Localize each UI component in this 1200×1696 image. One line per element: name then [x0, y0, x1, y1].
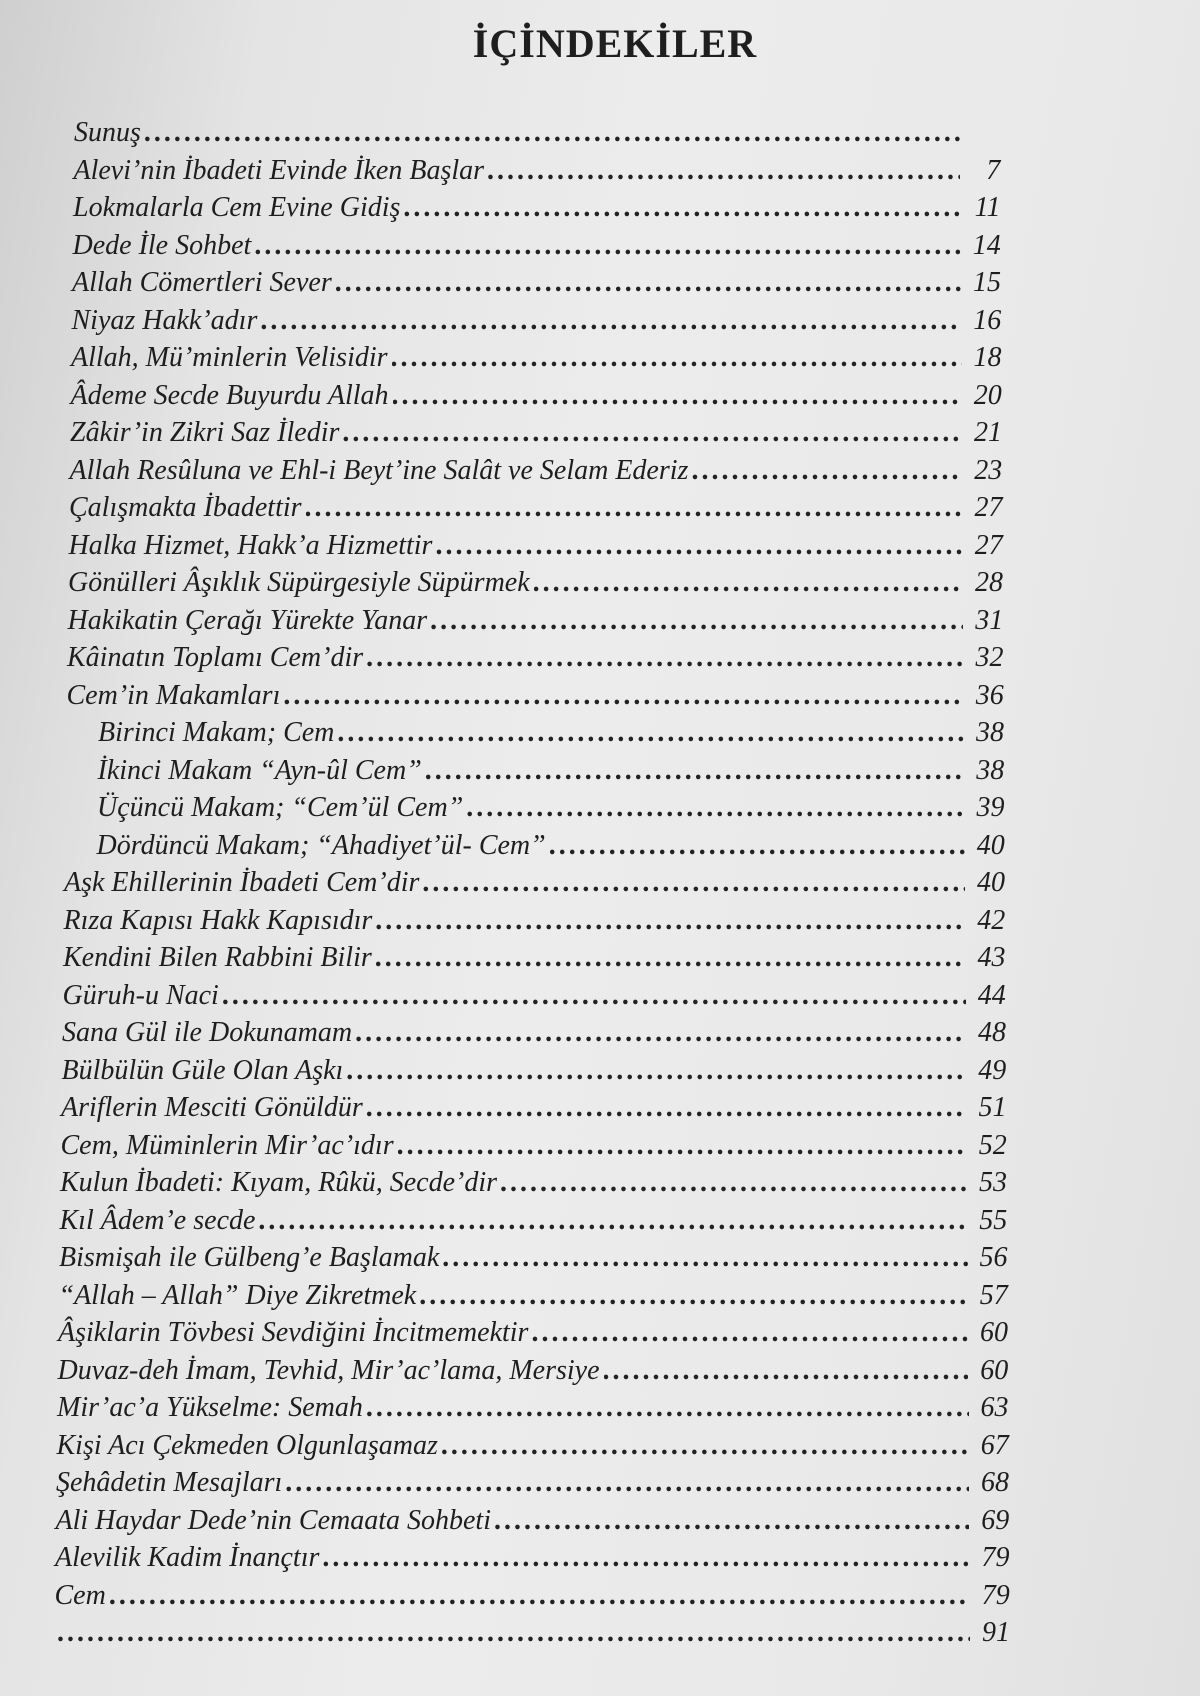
toc-entry [56, 1502, 1010, 1540]
dot-leader [338, 714, 964, 752]
toc-entry [64, 902, 1006, 940]
dot-leader [398, 1127, 967, 1165]
toc-entry-title: Bismişah ile Gülbeng’e Başlamak [59, 1242, 440, 1273]
toc-entry-page: 42 [977, 904, 1006, 936]
toc-entry-page: 57 [979, 1279, 1008, 1311]
toc-entry [58, 1314, 1008, 1352]
toc-entry-title: Üçüncü Makam; “Cem’ül Cem” [97, 792, 464, 823]
toc-entry-title: Allah, Mü’minlerin Velisidir [71, 342, 388, 373]
toc-entry-page: 51 [978, 1092, 1007, 1123]
dot-leader [306, 489, 963, 527]
toc-entry-page: 16 [973, 304, 1002, 336]
dot-leader [367, 1389, 969, 1427]
toc-entry [59, 1239, 1008, 1277]
toc-entry-page: 49 [978, 1054, 1007, 1086]
toc-entry-page: 7 [986, 154, 1001, 186]
dot-leader [376, 939, 966, 977]
toc-entry-title: Âşiklarin Tövbesi Sevdiğini İncitmemektir [58, 1317, 529, 1348]
toc-entry-title: Sunuş [74, 117, 141, 148]
toc-entry-title: Allah Resûluna ve Ehl-i Beyt’ine Salât ve Selam Ederiz [69, 454, 689, 486]
toc-entry-page: 79 [981, 1542, 1010, 1573]
dot-leader [604, 1352, 969, 1390]
dot-leader [286, 1464, 969, 1502]
toc-entry-page: 38 [976, 754, 1005, 786]
toc-entry [66, 752, 1005, 790]
toc-entry-title: Alevi’nin İbadeti Evinde İken Başlar [73, 154, 485, 186]
toc-entry-title: Cem’in Makamları [66, 679, 281, 711]
toc-entry-title: İkinci Makam “Ayn-ûl Cem” [97, 754, 422, 786]
toc-entry-page: 43 [977, 942, 1006, 973]
dot-leader [501, 1164, 967, 1202]
table-of-contents [0, 114, 1200, 1652]
dot-leader [534, 564, 963, 602]
toc-entry-title: Cem [54, 1579, 106, 1611]
toc-entry-title: “Allah – Allah” Diye Zikretmek [58, 1279, 417, 1311]
toc-entry-page: 31 [975, 604, 1004, 636]
dot-leader [488, 152, 960, 190]
dot-leader [58, 1614, 970, 1652]
dot-leader [442, 1427, 969, 1465]
dot-leader [261, 302, 961, 340]
toc-entry-title: Hakikatin Çerağı Yürekte Yanar [67, 604, 428, 636]
toc-entry-page: 38 [976, 717, 1004, 748]
toc-entry-title: Birinci Makam; Cem [98, 717, 335, 748]
toc-entry [64, 864, 1005, 902]
toc-entry [59, 1277, 1008, 1315]
toc-entry-title: Bülbülün Güle Olan Aşkı [61, 1054, 344, 1086]
toc-entry-title: Zâkir’in Zikri Saz İledir [70, 417, 340, 448]
dot-leader [367, 639, 963, 677]
toc-entry [73, 227, 1001, 265]
toc-entry-title: Çalışmakta İbadettir [69, 492, 302, 523]
toc-entry [71, 339, 1002, 377]
dot-leader [336, 264, 961, 302]
toc-entry [68, 564, 1003, 602]
toc-entry-page: 11 [974, 192, 1001, 223]
toc-entry-page: 23 [974, 454, 1003, 486]
toc-entry-title: Duvaz-deh İmam, Tevhid, Mir’ac’lama, Mersiye [57, 1354, 600, 1386]
toc-entry-page: 52 [978, 1129, 1007, 1161]
toc-entry-title: Şehâdetin Mesajları [56, 1467, 283, 1498]
toc-entry-title: Aşk Ehillerinin İbadeti Cem’dir [64, 867, 420, 898]
toc-entry-page: 56 [979, 1242, 1008, 1273]
toc-entry-title: Alevilik Kadim İnançtır [55, 1542, 320, 1573]
dot-leader [393, 377, 962, 415]
toc-entry-page: 91 [982, 1617, 1010, 1648]
toc-entry [74, 114, 1000, 152]
toc-entry [57, 1389, 1009, 1427]
toc-entry-title: Ariflerin Mesciti Gönüldür [61, 1092, 363, 1123]
toc-entry-page: 68 [981, 1467, 1009, 1498]
toc-entry [70, 414, 1002, 452]
dot-leader [347, 1052, 966, 1090]
toc-entry [67, 677, 1004, 715]
toc-entry-title: Kulun İbadeti: Kıyam, Rûkü, Secde’dir [60, 1167, 498, 1198]
dot-leader [255, 227, 960, 265]
toc-entry-title: Gönülleri Âşıklık Süpürgesiyle Süpürmek [68, 567, 530, 598]
toc-entry [70, 452, 1003, 490]
toc-entry [71, 377, 1002, 415]
toc-entry [73, 189, 1001, 227]
toc-entry-page: 67 [980, 1429, 1009, 1461]
toc-entry [65, 789, 1005, 827]
dot-leader [356, 1014, 966, 1052]
toc-entry-title: Ali Haydar Dede’nin Cemaata Sohbeti [55, 1504, 491, 1536]
toc-entry [55, 1577, 1010, 1615]
toc-entry-title: Sana Gül ile Dokunamam [62, 1017, 353, 1048]
toc-entry-title: Lokmalarla Cem Evine Gidiş [73, 192, 401, 223]
toc-entry-page: 32 [975, 642, 1004, 673]
toc-entry-title: Halka Hizmet, Hakk’a Hizmettir [68, 529, 433, 561]
dot-leader [223, 977, 966, 1015]
toc-entry-page: 14 [972, 229, 1001, 261]
toc-entry [74, 152, 1001, 190]
page-title: İÇİNDEKİLER [472, 21, 758, 66]
toc-entry [57, 1427, 1009, 1465]
toc-entry-title: Kıl Âdem’e secde [59, 1204, 256, 1236]
toc-entry-title: Kâinatın Toplamı Cem’dir [67, 642, 364, 673]
toc-entry-page: 40 [976, 829, 1005, 861]
toc-entry-page: 48 [978, 1017, 1006, 1048]
toc-entry-page: 39 [976, 792, 1005, 823]
toc-entry-title: Mir’ac’a Yükselme: Semah [57, 1392, 363, 1423]
toc-entry [60, 1164, 1007, 1202]
toc-entry-page: 55 [979, 1204, 1008, 1236]
toc-entry [60, 1202, 1008, 1240]
toc-entry [63, 977, 1006, 1015]
dot-leader [443, 1239, 967, 1277]
toc-entry-page: 60 [980, 1354, 1009, 1386]
toc-entry [72, 302, 1002, 340]
dot-leader [367, 1089, 967, 1127]
toc-entry-title: Niyaz Hakk’adır [71, 304, 258, 336]
toc-entry-title: Dede İle Sohbet [72, 229, 252, 261]
toc-entry [65, 827, 1005, 865]
dot-leader [376, 902, 965, 940]
dot-leader [404, 189, 960, 227]
dot-leader [343, 414, 962, 452]
toc-entry-title: Allah Cömertleri Sever [72, 267, 332, 298]
toc-entry-page: 18 [973, 342, 1002, 373]
toc-entry [68, 602, 1004, 640]
toc-entry-page: 27 [974, 492, 1003, 523]
toc-entry [61, 1127, 1007, 1165]
toc-entry [56, 1464, 1009, 1502]
dot-leader [532, 1314, 968, 1352]
toc-entry-title: Rıza Kapısı Hakk Kapısıdır [63, 904, 373, 936]
dot-leader [259, 1202, 967, 1240]
dot-leader [467, 789, 964, 827]
toc-entry [62, 1014, 1006, 1052]
dot-leader [436, 527, 962, 565]
toc-entry-title: Güruh-u Naci [62, 979, 219, 1011]
dot-leader [431, 602, 963, 640]
toc-entry-page: 28 [975, 567, 1003, 598]
dot-leader [145, 114, 960, 152]
toc-entry [63, 939, 1006, 977]
toc-entry [58, 1352, 1009, 1390]
dot-leader [423, 864, 965, 902]
toc-entry [54, 1614, 1010, 1652]
dot-leader [323, 1539, 969, 1577]
toc-entry-page: 79 [981, 1579, 1010, 1611]
dot-leader [426, 752, 964, 790]
toc-entry-page: 60 [980, 1317, 1008, 1348]
toc-entry [66, 714, 1004, 752]
dot-leader [110, 1577, 970, 1615]
toc-entry-page: 20 [973, 379, 1002, 411]
dot-leader [284, 677, 963, 715]
toc-entry-page: 69 [981, 1504, 1010, 1536]
toc-entry [55, 1539, 1010, 1577]
toc-entry [72, 264, 1001, 302]
dot-leader [692, 452, 962, 490]
toc-entry-page: 36 [975, 679, 1004, 711]
dot-leader [495, 1502, 969, 1540]
toc-entry-title: Kendini Bilen Rabbini Bilir [63, 942, 372, 973]
dot-leader [392, 339, 962, 377]
toc-entry-page: 40 [977, 867, 1005, 898]
toc-entry-page: 53 [979, 1167, 1007, 1198]
toc-entry-page: 27 [974, 529, 1003, 561]
toc-entry [69, 527, 1003, 565]
toc-entry-title: Âdeme Secde Buyurdu Allah [70, 379, 389, 411]
toc-entry [67, 639, 1004, 677]
toc-entry [69, 489, 1003, 527]
toc-entry-page: 63 [980, 1392, 1009, 1423]
dot-leader [550, 827, 965, 865]
dot-leader [420, 1277, 968, 1315]
toc-entry [61, 1089, 1007, 1127]
toc-entry-title: Dördüncü Makam; “Ahadiyet’ül- Cem” [96, 829, 546, 861]
toc-entry-title: Cem, Müminlerin Mir’ac’ıdır [60, 1129, 394, 1161]
toc-entry-page: 44 [977, 979, 1006, 1011]
toc-entry [62, 1052, 1007, 1090]
toc-entry-page: 21 [974, 417, 1002, 448]
toc-entry-page: 15 [973, 267, 1001, 298]
toc-entry-title: Kişi Acı Çekmeden Olgunlaşamaz [56, 1429, 438, 1461]
